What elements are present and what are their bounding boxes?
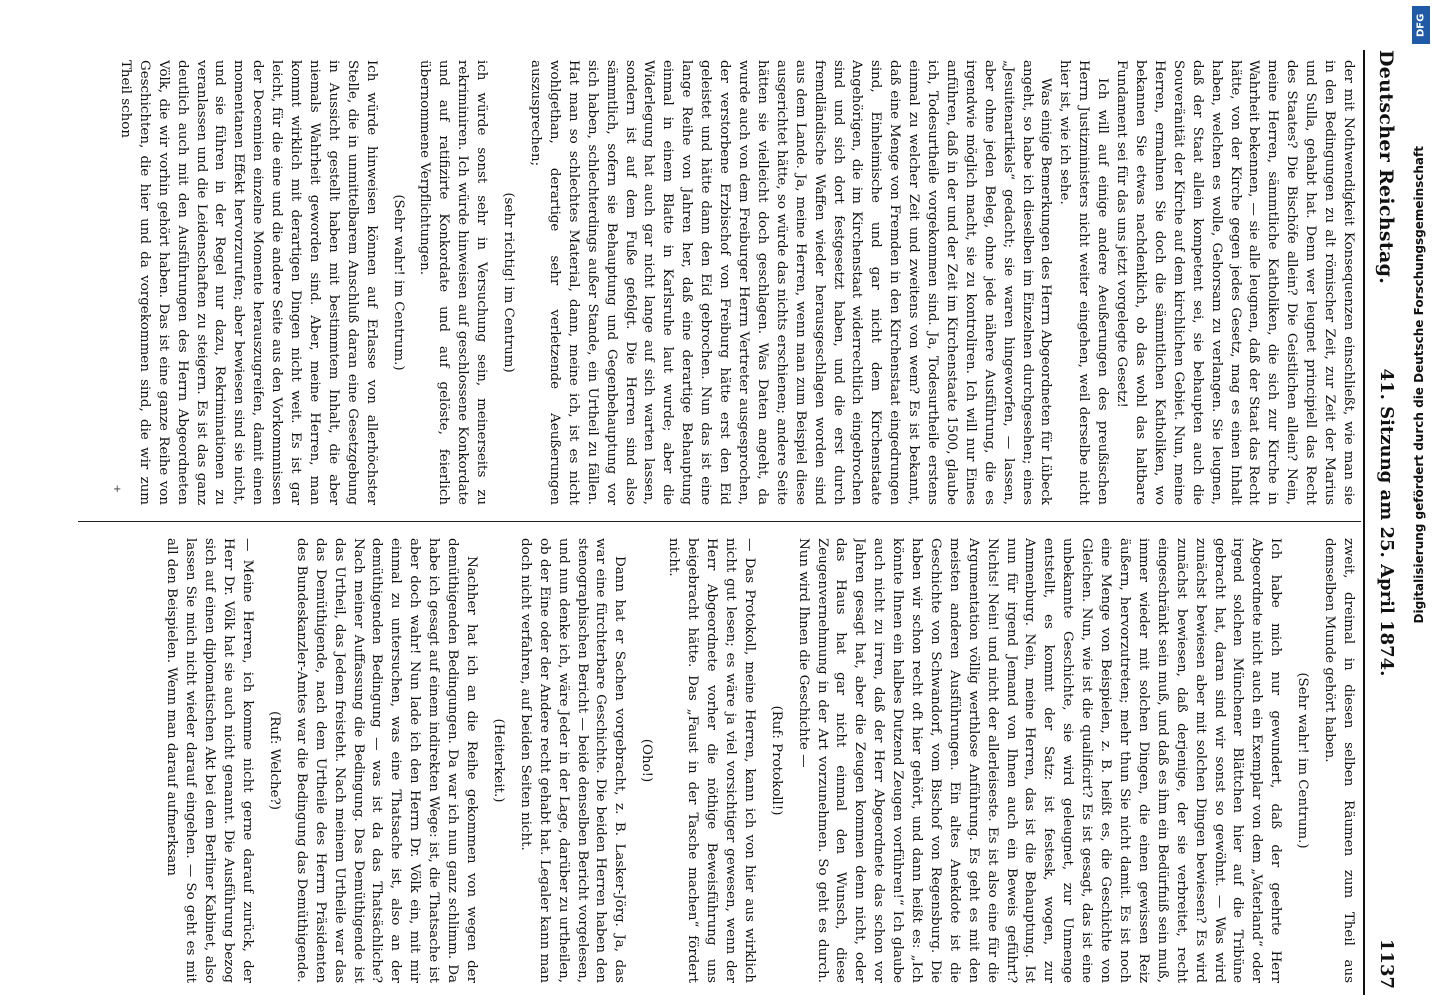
page-header <box>1361 50 1401 995</box>
paragraph: Was einige Bemerkungen des Herrn Abgeordneten für Lübeck angeht, so habe ich dieselben im Einzelnen durchgesehen; eines „Jesuitenartikels“ gedacht; sie waren hingeworfen, — lassen, aber ohne jeden Beleg, ohne jede nähere Ausführung, die es irgendwie möglich macht, sie zu kontroliren. Ich will nur Eines anführen, daß in der und der Zeit im Kirchenstaate 1500, glaube ich, Todesurtheile vorgekommen sind. Ja, Todesurtheile erstens einmal zu welcher Zeit und zweitens von wem? Es ist bekannt, daß eine Menge von Fremden in den Kirchenstaat eingedrungen sind, Einheimische und gar nicht dem Kirchenstaate Angehörigen, die im Kirchenstaat widerrechtlich eingebrochen sind und sich dort festgesetzt haben, und die erst durch fremdländische Waffen wieder herausgeschlagen worden sind aus dem Lande. Ja, meine Herren, wenn man zum Beispiel diese ausgerichtet hätte, so würde das nichts erschienen; andere Seite hätten sie vielleicht doch geschlagen. Was Daten angeht, da wurde auch von dem Freiburger Herrn Vertreter ausgesprochen, der verstorbene Erzbischof von Freiburg hätte erst den Eid geleistet und hätte dann den Eid gebrochen. Nun das ist eine lange Reihe von Jahren her, daß eine derartige Behauptung einmal in einem Blatte in Karlsruhe laut wurde; aber die Widerlegung hat auch gar nicht lange auf sich warten lassen, sondern ist auf dem Fuße gefolgt. Die Herren sind also sämmtlich, sofern sie Behauptung und Gegenbehauptung vor sich haben, schlechterdings außer Stande, ein Urtheil zu fällen. Hat man so schlechtes Material, dann, meine ich, ist es nicht wohlgethan, derartige sehr verletzende Aeußerungen auszusprechen; <box>528 60 1054 505</box>
paragraph: Dann hat er Sachen vorgebracht, z. B. Lasker-Jörg. Ja, das war eine fürchterbare Geschichte. Die beiden Herren haben den stenographischen Bericht — beide denselben Bericht vorgelesen, und nun denke ich, wäre Jeder in der Lage, darüber zu urtheilen, ob der Eine oder der Andere recht gehabt hat. Legaler kann man doch nicht verfahren, auf beiden Seiten nicht. <box>517 538 628 983</box>
header-rule <box>1363 50 1365 995</box>
interjection: (Ruf: Welche?) <box>266 711 282 810</box>
paragraph: zweit, dreimal in diesen selben Räumen zum Theil aus demselben Munde gehört haben. <box>1322 538 1356 983</box>
paragraph: ich würde sonst sehr in Versuchung sein, meinerseits zu rekriminiren. Ich würde hinweisen auf geschlossene Konkordate und auf ratifizirte Konkordate und auf gelöste, feierlich übernommene Verpflichtungen. <box>417 60 490 505</box>
interjection: (Ruf: Protokoll!) <box>768 705 784 816</box>
paragraph: der mit Nothwendigkeit Konsequenzen einschließt, wie man sie in den Bedingungen zu alt römischer Zeit, zur Zeit der Marius und Sulla, gehabt hat. Denn wer leugnet principiell das Recht des Staates? Die Bischöfe allein? Die Geistlichen allein? Nein, meine Herren, sämmtliche Katholiken, die sich zur Kirche in Wahrheit bekennen, — sie alle leugnen, daß der Staat das Recht hätte, von der Kirche gegen jedes Gesetz, mag es einen Inhalt haben, welchen es wolle, Gehorsam zu verlangen. Sie leugnen, daß der Staat allein kompetent sei, sie behaupten auch die Souveränität der Kirche auf dem kirchlichen Gebiet. Nun, meine Herren, ermahnen Sie doch die sämmtlichen Katholiken, wo bekannen Sie etwas nachdenklich, ob das wohl das haltbare Fundament sei für das uns jetzt vorgelegte Gesetz! <box>1114 60 1356 505</box>
interjection: (Sehr wahr! im Centrum.) <box>1295 672 1311 849</box>
interjection: (Oho!) <box>639 738 655 783</box>
session-date: 41. Sitzung am 25. April 1874. <box>1376 368 1397 677</box>
digitization-note: Digitalisierung gefördert durch die Deutsche Forschungsgemeinschaft <box>1412 146 1426 624</box>
page-number: 1137 <box>1376 938 1397 989</box>
paragraph: Ich habe mich nur gewundert, daß der geehrte Herr Abgeordnete nicht auch ein Exemplar von dem „Vaterland“ oder irgend solchen Münchener Blättchen hier auf die Tribüne gebracht hat, daran sind wir sonst so gewöhnt. — Was wird zunächst bewiesen aber mit solchen Dingen bewiesen? Es wird zunächst bewiesen, daß derjenige, der sie verbreitet, recht eingeschränkt sein muß, und daß es ihm ein Bedürfniß sein muß, immer wieder mit solchen Dingen, die einen gewissen Reiz äußern, hervorzutreten; mehr thun Sie nicht damit. Es ist noch eine Menge von Beispielen, z. B. heißt es, die Geschichte von Gleichen. Nun, wie ist die qualificirt? Es ist gesagt, das ist eine unbekannte Geschichte, sie wird geleugnet, zur Unmenge entstellt, es kommt der Satz: ist festesk, wogen, zur Ammenburg. Nein, meine Herren, das ist die Behauptung. Ist nun für irgend Jemand von Ihnen auch ein Beweis geführt? Nichts! Nein! und nicht der allerleiseste. Es ist also eine für die Argumentation völlig werthlose Anführung. Es geht es mit den meisten anderen Ausführungen. Ein altes Anekdote ist die Geschichte von Schwandorf, vom Bischof von Regensburg. Die haben wir schon recht oft hier gehört, und dann heißt es: „Ich könnte Ihnen ein halbes Dutzend Zeugen vorführen!“ Ich glaube auch nicht zu irren, daß der Herr Abgeordnete das schon vor Jahren gesagt hat, aber die Zeugen kommen denn nicht, oder das Haus hat gar nicht einmal den Wunsch, diese Zeugenvernehmung in der Art vorzunehmen. So geht es durch. Nun wird Ihnen die Geschichte — <box>795 538 1284 983</box>
paragraph: Nachher hat ich an die Reihe gekommen von wegen der demüthigenden Bedingungen. Da war ich nun ganz schlimm. Da habe ich gesagt auf einem indirekten Wege: ist, die Thatsache ist aber doch wahr! Nun lade ich den Herrn Dr. Völk ein, mit mir einmal zu untersuchen, was eine Thatsache ist, also an der demüthigenden Bedingung — was ist da das Thatsächliche? Nach meiner Auffassung die Bedingung. Das Demüthigende ist das Urtheil, das Jedem freisteht. Nach meinem Urtheile war das das Demüthigende, nach dem Urtheile des Herrn Präsidenten des Bundeskanzler-Amtes war die Bedingung das Demüthigende. <box>293 538 480 983</box>
margin-mark: + <box>113 484 122 495</box>
interjection: (sehr richtig! im Centrum) <box>501 192 517 373</box>
dfg-logo: DFG <box>1412 6 1430 44</box>
publication-title: Deutscher Reichstag. <box>1375 50 1397 285</box>
interjection: (Sehr wahr! im Centrum.) <box>390 194 406 371</box>
newspaper-page <box>78 50 1401 995</box>
digitization-footer <box>1411 6 1431 994</box>
paragraph: — Meine Herren, ich komme nicht gerne darauf zurück, der Herr Dr. Völk hat sie auch nicht genannt. Die Ausführung bezog sich auf einen diplomatischen Akt bei dem Berliner Kabinet, also lassen Sie mich nicht wieder darauf eingehen. — So geht es mit all den Beispielen. Wenn man darauf aufmerksam <box>164 538 256 983</box>
paragraph: Ich will auf einige andere Aeußerungen des preußischen Herrn Justizministers nicht weiter eingehen, weil derselbe nicht hier ist, wie ich sehe. <box>1057 60 1111 505</box>
column-divider <box>78 521 1361 522</box>
interjection: (Heiterkeit.) <box>490 718 506 803</box>
left-column <box>82 60 1357 505</box>
right-column <box>82 538 1357 983</box>
paragraph: Ich würde hinweisen können auf Erlasse von allerhöchster Stelle, die in unmittelbarem Anschluß daran eine Gesetzgebung in Aussicht gestellt haben mit bestimmtem Inhalt, die aber niemals Wahrheit geworden sind. Aber, meine Herren, man kommt wirklich mit derartigen Dingen nicht weit. Es ist gar leicht, für die eine und die andere Seite aus den Vorkommnissen der Decennien einzelne Momente herauszugreifen, damit einen momentanen Effekt hervorzurufen; aber bewiesen sind sie nicht, und sie führen in der Regel nur dazu, Rekriminationen zu veranlassen und die Leidenschaften zu steigern. Es ist das ganz deutlich auch mit den Ausführungen des Herrn Abgeordneten Völk, die wir vorhin gehört haben. Das ist eine ganze Reihe von Geschichten, die hier und da vorgekommen sind, die wir zum Theil schon <box>117 60 379 505</box>
paragraph: — Das Protokoll, meine Herren, kann ich von hier aus wirklich nicht gut lesen; es wäre ja viel vorsichtiger gewesen, wenn der Herr Abgeordnete vorher die nöthige Beweisführung uns beigebracht hätte. Das „Faust in der Tasche machen“ fördert nicht. <box>666 538 757 983</box>
